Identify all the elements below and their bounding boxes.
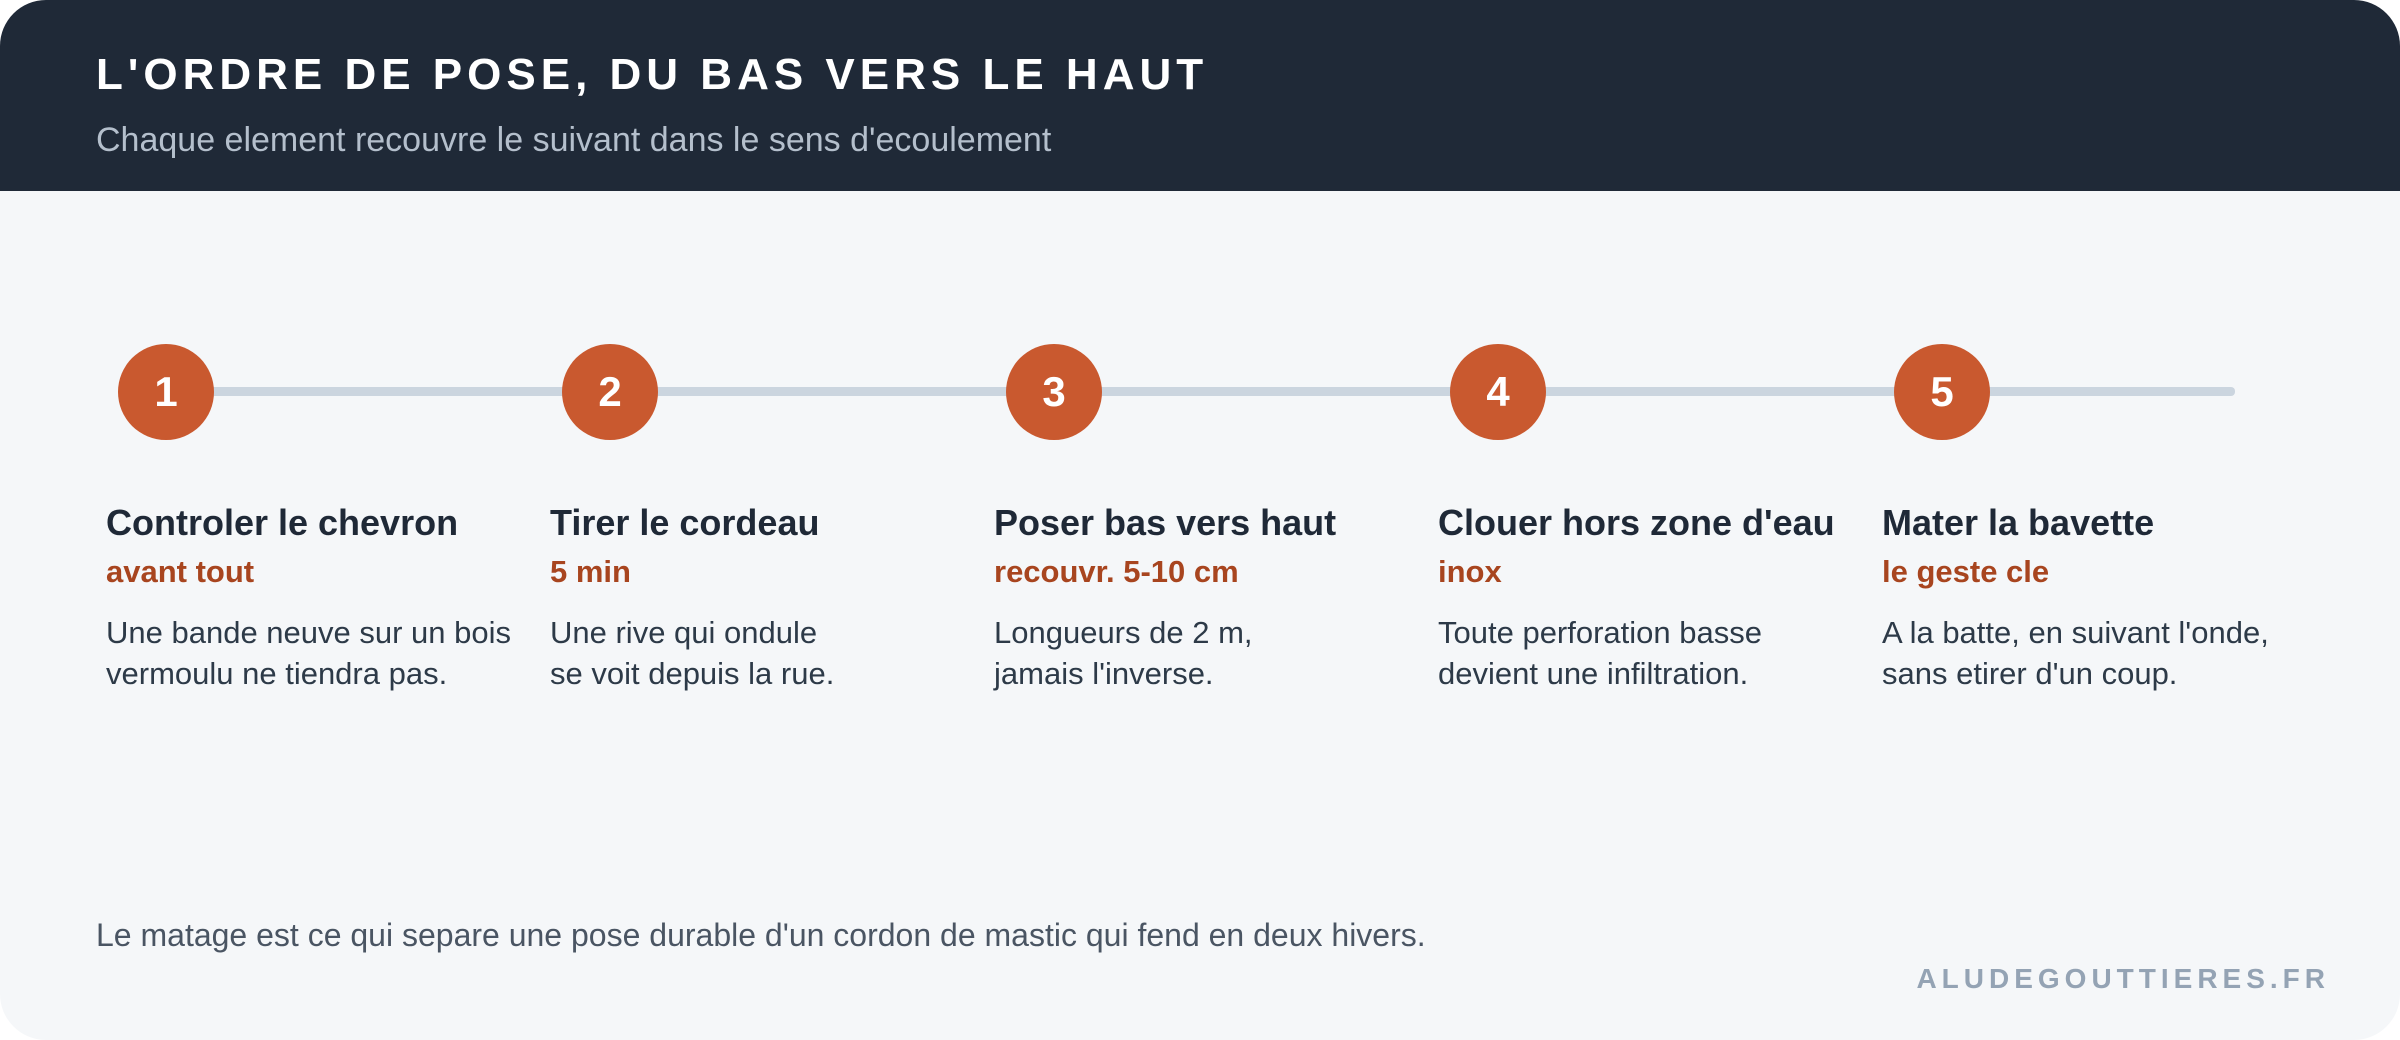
step-5 [1882,498,2312,694]
page-title: L'ORDRE DE POSE, DU BAS VERS LE HAUT [96,50,1209,99]
step-1-title: Controler le chevron [106,502,459,543]
step-5-number-badge: 5 [1894,344,1990,440]
step-5-description-line: sans etirer d'un coup. [1882,656,2178,691]
step-1-number-badge: 1 [118,344,214,440]
step-3-description [994,612,1424,694]
footnote: Le matage est ce qui separe une pose durable d'un cordon de mastic qui fend en deux hivers. [96,917,1426,953]
step-4-tag: inox [1438,554,1502,589]
step-4-description-line: Toute perforation basse [1438,615,1762,650]
step-3-tag: recouvr. 5-10 cm [994,554,1239,589]
step-3-number-badge: 3 [1006,344,1102,440]
step-2-title: Tirer le cordeau [550,502,820,543]
step-2-number-badge: 2 [562,344,658,440]
step-4-title: Clouer hors zone d'eau [1438,502,1835,543]
step-2-description-line: Une rive qui ondule [550,615,818,650]
brand-wordmark: ALUDEGOUTTIERES.FR [1916,963,2330,994]
step-5-description [1882,612,2312,694]
step-3 [994,498,1424,694]
step-1-description-line: Une bande neuve sur un bois [106,615,512,650]
step-2-tag: 5 min [550,554,631,589]
step-3-description-line: Longueurs de 2 m, [994,615,1253,650]
step-4-description [1438,612,1868,694]
step-3-description-line: jamais l'inverse. [994,656,1214,691]
step-4-number-badge: 4 [1450,344,1546,440]
step-5-description-line: A la batte, en suivant l'onde, [1882,615,2269,650]
step-1-tag: avant tout [106,554,255,589]
page-subtitle: Chaque element recouvre le suivant dans le sens d'ecoulement [96,121,1052,159]
step-2 [550,498,980,694]
header-banner [0,0,2400,191]
step-1 [106,498,536,694]
step-2-description [550,612,980,694]
step-4 [1438,498,1868,694]
step-3-title: Poser bas vers haut [994,502,1337,543]
step-2-description-line: se voit depuis la rue. [550,656,835,691]
step-1-description-line: vermoulu ne tiendra pas. [106,656,448,691]
step-4-description-line: devient une infiltration. [1438,656,1749,691]
step-1-description [106,612,536,694]
step-5-title: Mater la bavette [1882,502,2155,543]
step-5-tag: le geste cle [1882,554,2050,589]
